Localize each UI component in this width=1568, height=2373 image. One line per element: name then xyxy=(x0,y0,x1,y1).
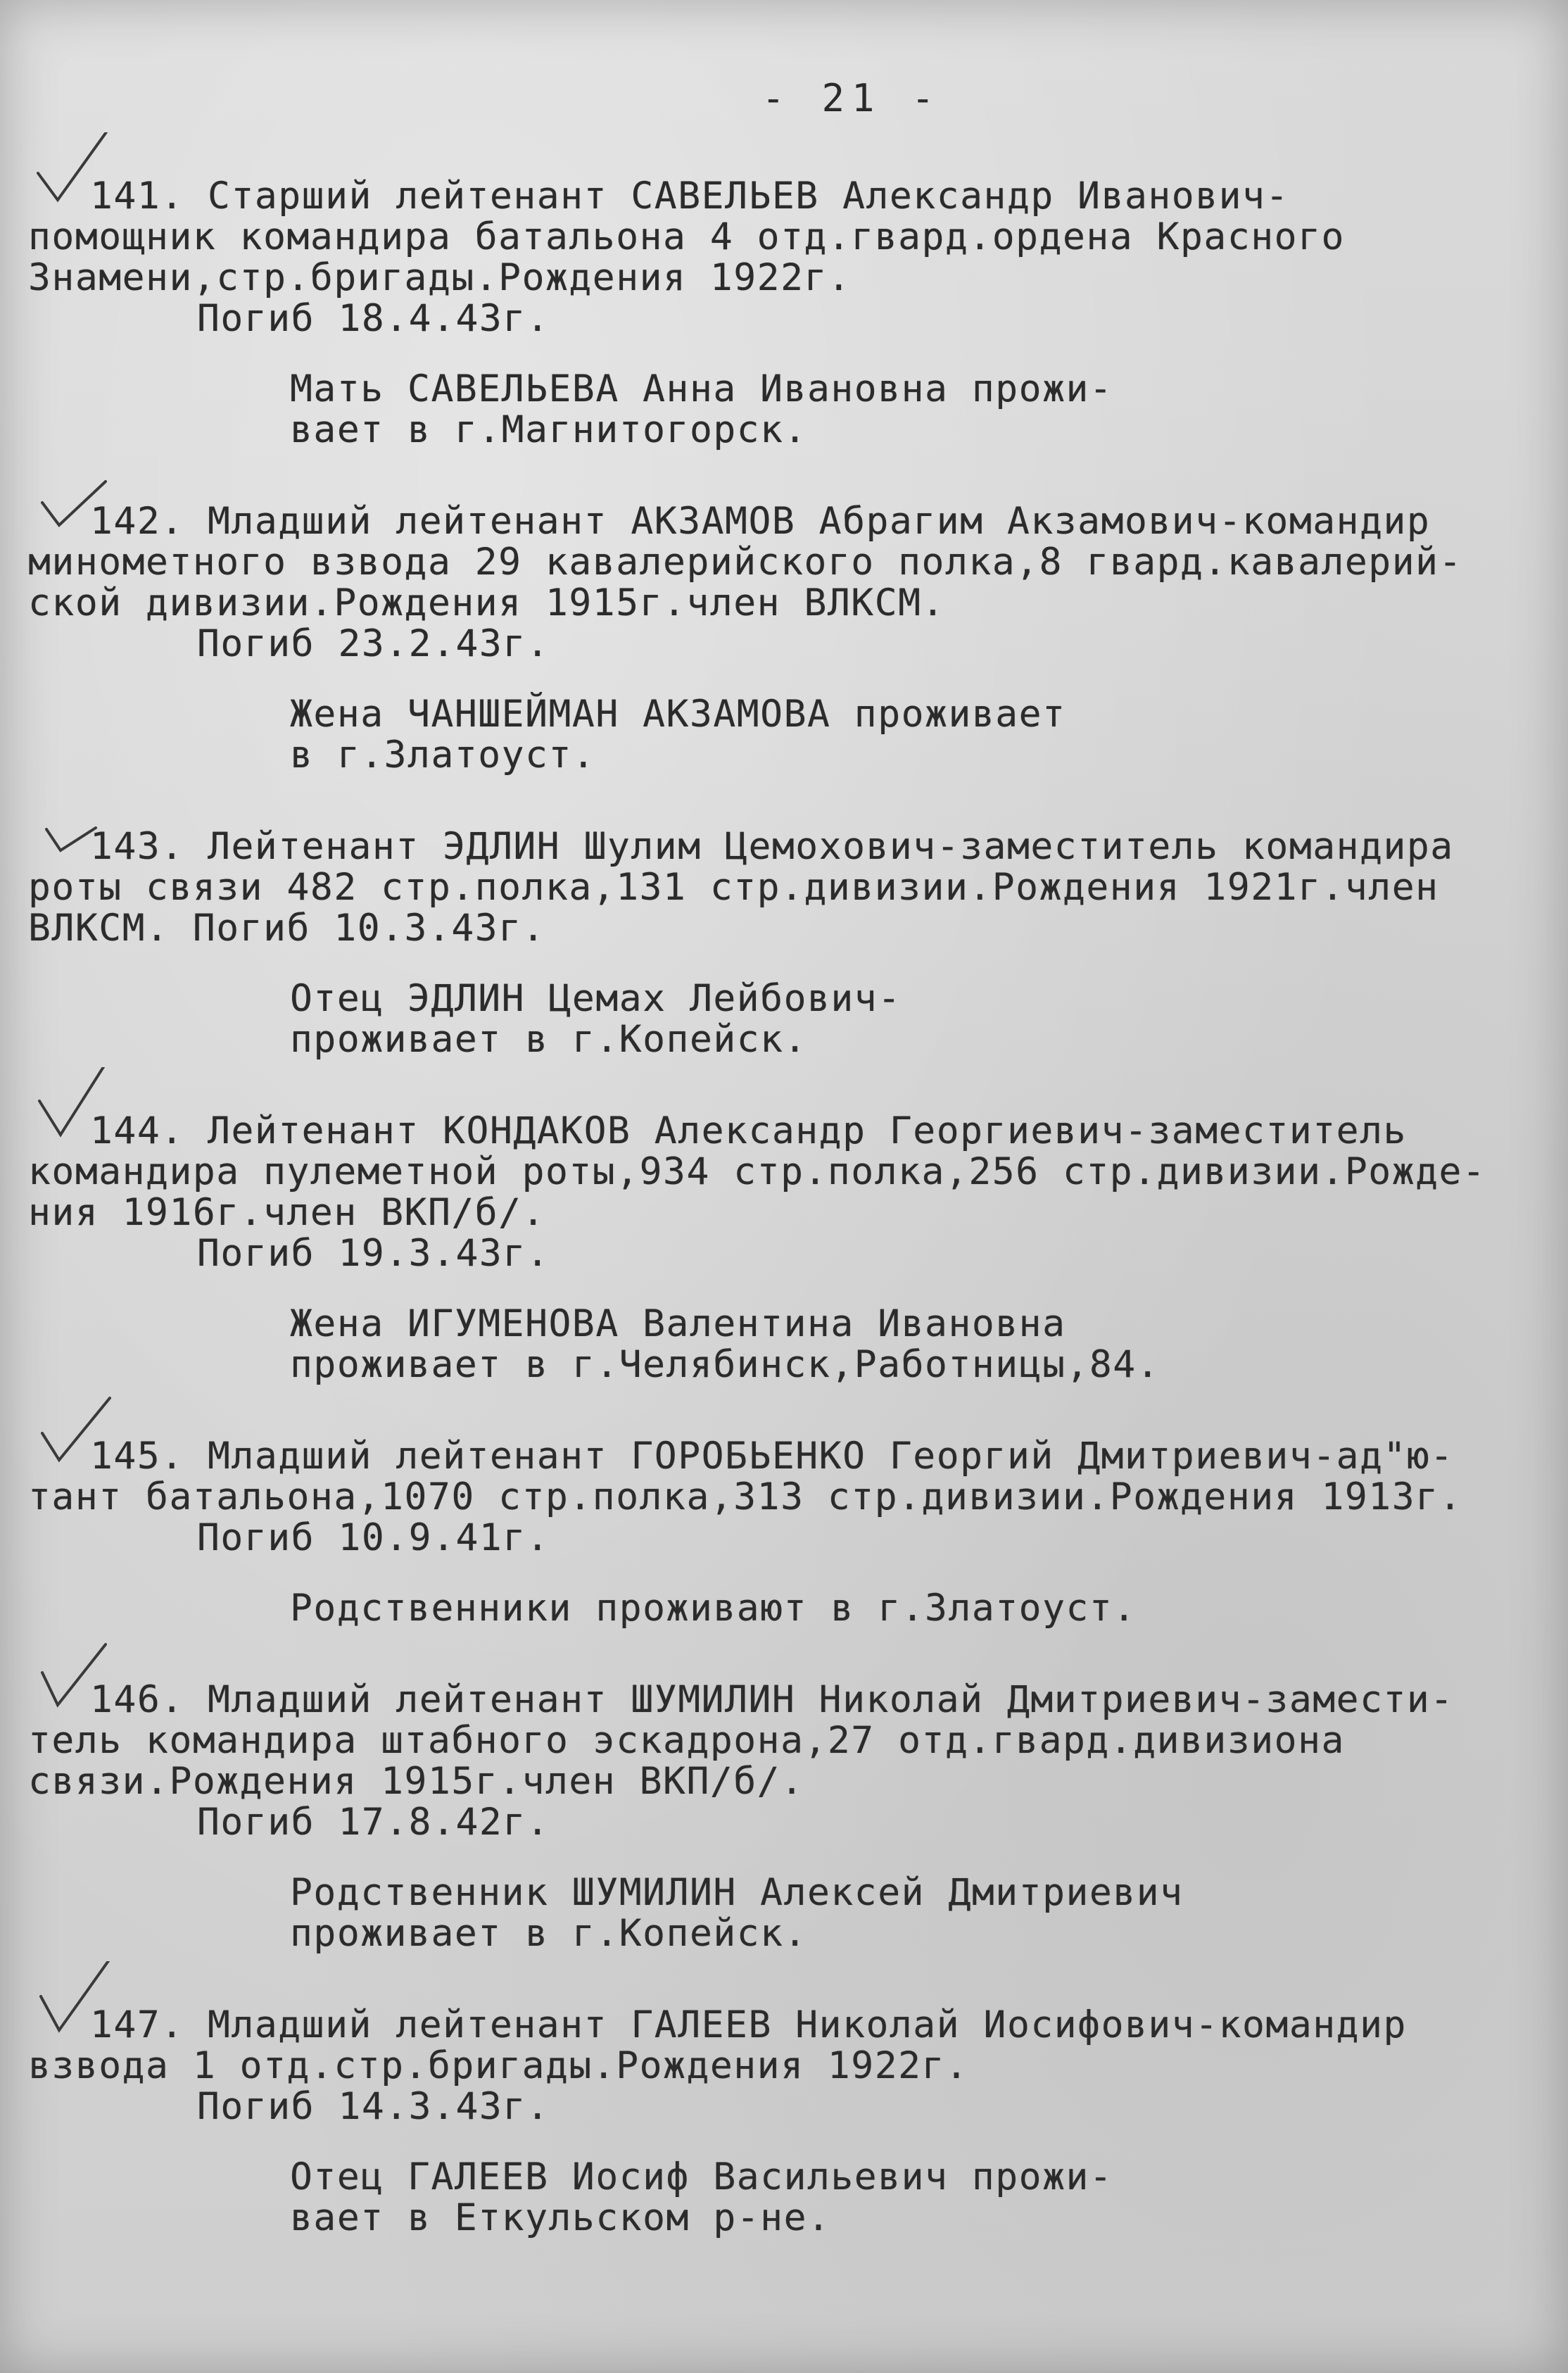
entry-141 xyxy=(28,176,1520,451)
entry-line: тель командира штабного эскадрона,27 отд.гвард.дивизиона xyxy=(28,1719,1345,1762)
check-mark-icon xyxy=(32,132,117,210)
relative-line: вает в г.Магнитогорск. xyxy=(290,408,807,451)
entry-line: 144. Лейтенант КОНДАКОВ Александр Георгиевич-заместитель xyxy=(90,1109,1407,1152)
entries-list xyxy=(28,176,1520,2289)
entry-line: командира пулеметной роты,934 стр.полка,256 стр.дивизии.Рожде- xyxy=(28,1150,1486,1193)
relative-info xyxy=(28,369,1520,451)
death-date: Погиб 14.3.43г. xyxy=(197,2085,550,2128)
entry-line: 145. Младший лейтенант ГОРОБЬЕНКО Георгий Дмитриевич-ад"ю- xyxy=(90,1435,1454,1478)
relative-line: проживает в г.Челябинск,Работницы,84. xyxy=(290,1343,1161,1386)
relative-line: Родственник ШУМИЛИН Алексей Дмитриевич xyxy=(290,1871,1184,1914)
check-mark-icon xyxy=(32,458,117,535)
entry-line: Знамени,стр.бригады.Рождения 1922г. xyxy=(28,256,852,299)
relative-line: Отец ЭДЛИН Цемах Лейбович- xyxy=(290,977,902,1020)
death-date: Погиб 18.4.43г. xyxy=(197,297,550,340)
relative-info xyxy=(28,694,1520,776)
entry-line: 141. Старший лейтенант САВЕЛЬЕВ Александр Иванович- xyxy=(90,175,1289,218)
relative-line: Мать САВЕЛЬЕВА Анна Ивановна прожи- xyxy=(290,367,1113,410)
entry-line: тант батальона,1070 стр.полка,313 стр.дивизии.Рождения 1913г. xyxy=(28,1475,1462,1518)
entry-line: 143. Лейтенант ЭДЛИН Шулим Цемохович-заместитель командира xyxy=(90,825,1454,868)
entry-142 xyxy=(28,501,1520,776)
entry-line: минометного взвода 29 кавалерийского полка,8 гвард.кавалерий- xyxy=(28,541,1462,584)
relative-line: Отец ГАЛЕЕВ Иосиф Васильевич прожи- xyxy=(290,2155,1113,2198)
death-date: Погиб 19.3.43г. xyxy=(197,1232,550,1275)
relative-line: проживает в г.Копейск. xyxy=(290,1018,807,1061)
entry-146 xyxy=(28,1680,1520,1954)
death-date: Погиб 23.2.43г. xyxy=(197,622,550,665)
check-mark-icon xyxy=(32,1636,117,1713)
entry-line: 146. Младший лейтенант ШУМИЛИН Николай Дмитриевич-замести- xyxy=(90,1678,1454,1721)
entry-144 xyxy=(28,1111,1520,1385)
check-mark-icon xyxy=(32,783,117,860)
entry-line: 142. Младший лейтенант АКЗАМОВ Абрагим Акзамович-командир xyxy=(90,500,1431,543)
check-mark-icon xyxy=(32,1067,117,1145)
entry-143 xyxy=(28,826,1520,1060)
check-mark-icon xyxy=(32,1392,117,1470)
entry-line: помощник командира батальона 4 отд.гвард.ордена Красного xyxy=(28,215,1345,258)
entry-line: роты связи 482 стр.полка,131 стр.дивизии.Рождения 1921г.член xyxy=(28,866,1439,909)
relative-info xyxy=(28,1304,1520,1385)
death-date: Погиб 17.8.42г. xyxy=(197,1801,550,1844)
relative-line: вает в Еткульском р-не. xyxy=(290,2196,831,2239)
check-mark-icon xyxy=(32,1961,117,2039)
entry-line: 147. Младший лейтенант ГАЛЕЕВ Николай Иосифович-командир xyxy=(90,2003,1407,2046)
entry-145 xyxy=(28,1436,1520,1629)
relative-line: Жена ИГУМЕНОВА Валентина Ивановна xyxy=(290,1302,1066,1345)
page-number: - 21 - xyxy=(761,76,942,120)
entry-line: взвода 1 отд.стр.бригады.Рождения 1922г. xyxy=(28,2044,969,2087)
relative-info xyxy=(28,2157,1520,2239)
relative-line: проживает в г.Копейск. xyxy=(290,1912,807,1955)
relative-info xyxy=(28,1588,1520,1629)
death-date: Погиб 10.9.41г. xyxy=(197,1516,550,1559)
relative-line: Родственники проживают в г.Златоуст. xyxy=(290,1587,1137,1630)
entry-line: связи.Рождения 1915г.член ВКП/б/. xyxy=(28,1760,804,1803)
relative-line: в г.Златоуст. xyxy=(290,734,596,776)
relative-info xyxy=(28,978,1520,1060)
entry-line: ской дивизии.Рождения 1915г.член ВЛКСМ. xyxy=(28,581,945,624)
entry-line: ния 1916г.член ВКП/б/. xyxy=(28,1191,545,1234)
entry-147 xyxy=(28,2005,1520,2239)
relative-info xyxy=(28,1872,1520,1954)
relative-line: Жена ЧАНШЕЙМАН АКЗАМОВА проживает xyxy=(290,693,1066,736)
entry-line: ВЛКСМ. Погиб 10.3.43г. xyxy=(28,907,545,950)
